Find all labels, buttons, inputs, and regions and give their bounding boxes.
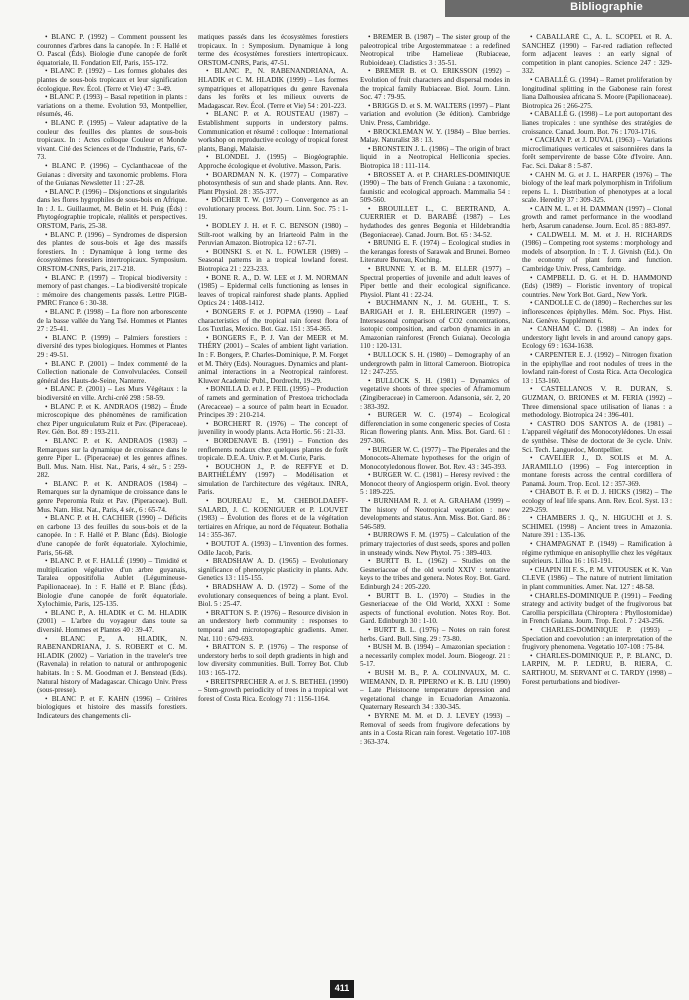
bibliography-entry: • BODLEY J. H. et F. C. BENSON (1980) – Stilt-root walking by an Iriarteoid Palm in the Peruvian Amazon. Biotropica 12 : 67-71.: [198, 222, 348, 248]
bibliography-entry: • BONE R. A., D. W. LEE et J. M. NORMAN (1985) – Epidermal cells functioning as lenses in leaves of tropical rainforest shade plants. Applied Optics 24 : 1408-1412.: [198, 273, 348, 308]
bibliography-entry: • BLANC P. (2001) – Index commenté de la Collection nationale de Convolvulacées. Conseil général des Hauts-de-Seine, Nanterre.: [37, 359, 187, 385]
bibliography-entry: • BYRNE M. M. et D. J. LEVEY (1993) – Removal of seeds from frugivore defecations by ants in a Costa Rican rain forest. Vegetatio 107-108 : 363-374.: [360, 711, 510, 746]
bibliography-entry: • CHAMBERS J. Q., N. HIGUCHI et J. S. SCHIMEL (1998) – Ancient trees in Amazonia. Nature 391 : 135-136.: [522, 514, 672, 540]
bibliography-entry: • BLANC P. (1996) – Cyclanthaceae of the Guianas : diversity and taxonomic problems. Flora of the Guianas Newsletter 11 : 27-28.: [37, 161, 187, 188]
bibliography-entry: • BURTT B. L. (1970) – Studies in the Gesneriaceae of the Old World, XXXI : Some aspects of functional evolution. Notes Roy. Bot. Gard. Edinburgh 30 : 1-10.: [360, 591, 510, 626]
bibliography-entry: • BLANC P. et K. ANDRAOS (1983) – Remarques sur la dynamique de croissance dans le genre Piper L. (Piperaceae) et les genres affines. Bull. Mus. Natn. Hist. Nat., Paris, 4 sér., 5 : 259-282.: [37, 436, 187, 480]
bibliography-entry: • CABALLÉ G. (1998) – Le port autoportant des lianes tropicales : une synthèse des stratégies de croissance. Canad. Journ. Bot. 76 : 1703-1716.: [522, 110, 672, 136]
bibliography-entry: • CHARLES-DOMINIQUE P. (1993) – Speciation and coevolution : an interpretation of the frugivory phenomena. Vegetatio 107-108 : 75-84.: [522, 625, 672, 652]
bibliography-entry: • BLANC P. et K. ANDRAOS (1984) – Remarques sur la dynamique de croissance dans le genre Peperomia Ruiz et Pav. (Piperaceae). Bull. Mus. Natn. Hist. Nat., Paris, 4 sér., 6 : 65-74.: [37, 479, 187, 514]
bibliography-entry: • BURTT B. L. (1962) – Studies on the Gesneriaceae of the old world XXIV : tentative keys to the tribes and genera. Notes Roy. Bot. Gard. Edinburgh 24 : 205-220.: [360, 557, 510, 591]
bibliography-entry: • BURTT B. L. (1976) – Notes on rain forest herbs. Gard. Bull. Sing. 29 : 73-80.: [360, 625, 510, 643]
bibliography-entry: • BREMER B. (1987) – The sister group of the paleotropical tribe Argostemmateae : a redefined Neotropical tribe Hamelieae (Rubiaceae, Rubioideae). Cladistics 3 : 35-51.: [360, 33, 510, 67]
bibliography-entry: • BÖCHER T. W. (1977) – Convergence as an evolutionary process. Bot. Journ. Linn. Soc. 75 : 1-19.: [198, 196, 348, 222]
bibliography-entry: • BROUILLET L., C. BERTRAND, A. CUERRIER et D. BARABÉ (1987) – Les hydathodes des genres Begonia et Hildebrandtia (Begoniaceae). Canad. Journ. Bot. 65 : 34-52.: [360, 204, 510, 239]
bibliography-entry: • BRIGGS D. et S. M. WALTERS (1997) – Plant variation and evolution (3e édition). Cambridge Univ. Press, Cambridge.: [360, 101, 510, 127]
bibliography-entry: • CHABOT B. F. et D. J. HICKS (1982) – The ecology of leaf life spans. Ann. Rev. Ecol. Syst. 13 : 229-259.: [522, 488, 672, 514]
bibliography-entry: • CAMPBELL D. G. et H. D. HAMMOND (Eds) (1989) – Floristic inventory of tropical countries. New York Bot. Gard., New York.: [522, 273, 672, 299]
bibliography-entry: • BUSH M. B. (1994) – Amazonian speciation : a necessarily complex model. Journ. Biogeogr. 21 : 5-17.: [360, 643, 510, 669]
bibliography-entry: • BLANC P., N. RABENANDRIANA, A. HLADIK et C. M. HLADIK (1999) – Les formes sympatriques et allopatriques du genre Ravenala dans les forêts et les milieux ouverts de Madagascar. Rev. Écol. (Terre et Vie) 54 : 201-223.: [198, 67, 348, 110]
bibliography-entry: • BUCHMANN N., J. M. GUEHL, T. S. BARIGAH et J. R. EHLERINGER (1997) – Interseasonal comparison of CO2 concentrations, isotopic composition, and carbon dynamics in an Amazonian rainforest (French Guiana). Oecologia 110 : 120-131.: [360, 299, 510, 351]
bibliography-entry: • BLANC P. (1995) – Valeur adaptative de la couleur des feuilles des plantes de sous-bois tropicaux. In : Actes colloque Couleur et Monde vivant. Cité des Sciences et de l'Industrie, Paris, 67-73.: [37, 118, 187, 162]
bibliography-entry: • BURGER W. C. (1974) – Ecological differenciation in some congeneric species of Costa Rican flowering plants. Ann. Miss. Bot. Gard. 61 : 297-306.: [360, 411, 510, 445]
bibliography-entry: • CHARLES-DOMINIQUE P., P. BLANC, D. LARPIN, M. P. LEDRU, B. RIERA, C. SARTHOU, M. SERVANT et C. TARDY (1998) – Forest perturbations and biodiver-: [522, 651, 672, 686]
bibliography-entry: • BORCHERT R. (1976) – The concept of juvenility in woody plants. Acta Hortic. 56 : 21-33.: [198, 419, 348, 437]
bibliography-entry: • BOARDMAN N. K. (1977) – Comparative photosynthesis of sun and shade plants. Ann. Rev. Plant Physiol. 28 : 355-377.: [198, 170, 348, 196]
bibliography-entry: • BREMER B. et O. ERIKSSON (1992) – Evolution of fruit characters and dispersal modes in the tropical family Rubiaceae. Biol. Journ. Linn. Soc. 47 : 79-95.: [360, 67, 510, 102]
bibliography-entry: • BRATTON S. P. (1976) – Resource division in an understory herb community : responses to temporal and microtopographic gradients. Amer. Nat. 110 : 679-693.: [198, 608, 348, 643]
bibliography-entry: • BOUCHON J., P. de REFFYE et D. BARTHÉLÉMY (1997) – Modélisation et simulation de l'architecture des végétaux. INRA, Paris.: [198, 462, 348, 497]
bibliography-entry: • BRONSTEIN J. L. (1986) – The origin of bract liquid in a Neotropical Helliconia species. Biotropica 18 : 111-114.: [360, 144, 510, 170]
bibliography-entry: • BONILLA D. et J. P. FEIL (1995) – Production of ramets and germination of Prestoea trichoclada (Arecaceae) – a source of palm heart in Ecuador. Principes 39 : 210-214.: [198, 385, 348, 420]
bibliography-entry: • CHAPIN III F. S., P. M. VITOUSEK et K. Van CLEVE (1986) – The nature of nutrient limitation in plant communities. Amer. Nat. 127 : 48-58.: [522, 565, 672, 591]
bibliography-entry: matiques passés dans les écosystèmes forestiers tropicaux. In : Symposium. Dynamique à long terme des écosystèmes forestiers intertropicaux. ORSTOM-CNRS, Paris, 47-51.: [198, 33, 348, 67]
bibliography-entry: • BLANC P. (1999) – Palmiers forestiers : diversité des types biologiques. Hommes et Plantes 29 : 49-51.: [37, 333, 187, 359]
bibliography-column-4: [522, 33, 672, 973]
bibliography-column-1: [37, 33, 187, 973]
bibliography-entry: • BOUTOT A. (1993) – L'invention des formes. Odile Jacob, Paris.: [198, 540, 348, 557]
bibliography-entry: • CAHN M. G. et J. L. HARPER (1976) – The biology of the leaf mark polymorphism in Trifolium repens L. 1. Distribution of phenotypes at a local scale. Heredity 37 : 309-325.: [522, 170, 672, 205]
bibliography-entry: • BLANC P. (1993) – Basal repetition in plants : variations on a theme. Evolution 93, Montpellier, résumés, 46.: [37, 93, 187, 119]
bibliography-entry: • BURGER W. C. (1981) – Heresy revived : the Monocot theory of Angiosperm origin. Evol. theory 5 : 189-225.: [360, 471, 510, 497]
bibliography-entry: • BLONDEL J. (1995) – Biogéographie. Approche écologique et évolutive. Masson, Paris.: [198, 153, 348, 170]
bibliography-entry: • BRUNNE Y. et B. M. ELLER (1977) – Spectral properties of juvenile and adult leaves of Piper bettle and their ecological significance. Physiol. Plant 41 : 22-24.: [360, 265, 510, 299]
bibliography-entry: • BRATTON S. P. (1976) – The response of understory herbs to soil depth gradients in high and low diversity communities. Bull. Torrey Bot. Club 103 : 165-172.: [198, 643, 348, 677]
bibliography-entry: • BURGER W. C. (1977) – The Piperales and the Monocots-Alternate hypotheses for the origin of Monocotyledonous flower. Bot. Rev. 43 : 345-393.: [360, 445, 510, 471]
bibliography-entry: • BONGERS F. et J. POPMA (1990) – Leaf characteristics of the tropical rain forest flora of Los Tuxtlas, Mexico. Bot. Gaz. 151 : 354-365.: [198, 308, 348, 334]
bibliography-entry: • BONGERS F., P. J. Van der MEER et M. THÉRY (2001) – Scales of ambient light variation. In : F. Bongers, P. Charles-Dominique, P. M. Forget et M. Théry (Eds). Nouragues. Dynamics and plant-animal interactions in a Neotropical rainforest. Kluwer Academic Publ., Dordrecht, 19-29.: [198, 333, 348, 385]
bibliography-entry: • CAIN M. L. et H. DAMMAN (1997) – Clonal growth and ramet performance in the woodland herb, Asarum canadense. Journ. Ecol. 85 : 883-897.: [522, 204, 672, 231]
bibliography-entry: • CABALLÉ G. (1994) – Ramet proliferation by longitudinal splitting in the Gabonese rain forest liana Dalhousiea africana S. Moore (Papilionaceae). Biotropica 26 : 266-275.: [522, 75, 672, 110]
bibliography-entry: • CAVELIER J., D. SOLIS et M. A. JARAMILLO (1996) – Fog interception in montane forests across the central cordillera of Panamá. Journ. Trop. Ecol. 12 : 357-369.: [522, 454, 672, 488]
bibliography-entry: • BROCKLEMAN W. Y. (1984) – Blue berries. Malay. Naturalist 38 : 13.: [360, 127, 510, 145]
bibliography-entry: • CHARLES-DOMINIQUE P. (1991) – Feeding strategy and activity budget of the frugivorous bat Carollia perspicillata (Chiroptera : Phyllostomidae) in French Guiana. Journ. Trop. Ecol. 7 : 243-256.: [522, 591, 672, 626]
running-header-title: Bibliographie: [570, 1, 643, 13]
bibliography-entry: • CASTELLANOS V. R. DURAN, S. GUZMAN, O. BRIONES et M. FERIA (1992) – Three dimensional space utilisation of lianas : a methodology. Biotropica 24 : 396-401.: [522, 385, 672, 420]
bibliography-entry: • BLANC P. et K. ANDRAOS (1982) – Étude microscopique des phénomènes de ramification chez Piper unguiculatum Ruiz et Pav. (Piperaceae). Rev. Gén. Bot. 89 : 193-211.: [37, 402, 187, 437]
bibliography-entry: • BLANC P. et F. KAHN (1996) – Critères biologiques et histoire des massifs forestiers. Indicateurs des changements cli-: [37, 694, 187, 720]
bibliography-entry: • BULLOCK S. H. (1980) – Demography of an undergrowth palm in littoral Cameroon. Biotropica 12 : 247-255.: [360, 350, 510, 377]
bibliography-entry: • BURNHAM R. J. et A. GRAHAM (1999) – The history of Neotropical vegetation : new developments and status. Ann. Miss. Bot. Gard. 86 : 546-589.: [360, 497, 510, 531]
bibliography-entry: • BLANC P. (1996) – Disjonctions et singularités dans les flores hygrophiles de sous-bois en Afrique. In : J. L. Guillaumet, M. Belin et H. Puig (Éds) : Phytogéographie tropicale, réalités et perspectives. ORSTOM, Paris, 25-38.: [37, 187, 187, 231]
bibliography-entry: • CACHAN P. et J. DUVAL (1963) – Variations microclimatiques verticales et saisonnières dans la forêt sempervirente de basse Côte d'Ivoire. Ann. Fac. Sci. Dakar 8 : 5-87.: [522, 136, 672, 170]
bibliography-column-2: [198, 33, 348, 973]
bibliography-entry: • CARPENTER E. J. (1992) – Nitrogen fixation in the epiphyllae and root nodules of trees in the lowland rain-forest of Costa Rica. Acta Oecologica 13 : 153-160.: [522, 350, 672, 385]
bibliography-entry: • BUSH M. B., P. A. COLINVAUX, M. C. WIEMANN, D. R. PIPERNO et K. B. LIU (1990) – Late Pleistocene temperature depression and vegetational change in Ecuadorian Amazonia. Quaternary Research 34 : 330-345.: [360, 668, 510, 712]
bibliography-entry: • BLANC P. et H. CACHIER (1990) – Déficits en carbone 13 des feuilles du sous-bois et de la canopée. In : F. Hallé et P. Blanc (Éds). Biologie d'une canopée de forêt équatoriale. Xylochimie, Paris, 56-68.: [37, 514, 187, 557]
bibliography-entry: • BRUNIG E. F. (1974) – Ecological studies in the kerangas forests of Sarawak and Brunei. Borneo Literature Bureau, Kuching.: [360, 239, 510, 265]
bibliography-entry: • BRADSHAW A. D. (1965) – Evolutionary significance of phenotypic plasticity in plants. Adv. Genetics 13 : 115-155.: [198, 557, 348, 583]
bibliography-entry: • BLANC P. et F. HALLÉ (1990) – Timidité et multiplication végétative d'un arbre guyanais, Taralea oppositifolia Aublet (Légumineuse-Papilionaceae). In : F. Hallé et P. Blanc (Éds). Biologie d'une canopée de forêt équatoriale. Xylochimie, Paris, 125-135.: [37, 557, 187, 609]
running-header-bar: [445, 0, 689, 17]
bibliography-entry: • BROSSET A. et P. CHARLES-DOMINIQUE (1990) – The bats of French Guiana : a taxonomic, faunistic and ecological approach. Mammalia 54 : 509-560.: [360, 170, 510, 205]
page-number-box: [330, 980, 354, 998]
bibliography-entry: • BLANC P. (2001) – Les Murs Végétaux : la biodiversité en ville. Archi-créé 298 : 58-59.: [37, 385, 187, 402]
bibliography-entry: • CABALLARÉ C., A. L. SCOPEL et R. A. SANCHEZ (1990) – Far-red radiation reflected form adjacent leaves : an early signal of competition in plant canopies. Science 247 : 329-332.: [522, 33, 672, 76]
bibliography-entry: • BLANC P., A. HLADIK, N. RABENANDRIANA, J. S. ROBERT et C. M. HLADIK (2002) – Variation in the traveler's tree (Ravenala) in relation to natural or anthropogenic habitats. In : S. M. Goodman et J. Benstead (Eds). Natural history of Madagascar. Chicago Univ. Press (sous-presse).: [37, 634, 187, 695]
bibliography-entry: • BURROWS F. M. (1975) – Calculation of the primary trajectories of dust seeds, spores and pollen in unsteady winds. New Phytol. 75 : 389-403.: [360, 531, 510, 557]
bibliography-entry: • BLANC P. et A. ROUSTEAU (1987) – Establishment supports in understory palms. Communication et résumé : colloque : International workshop on reproductive ecology of tropical forest plants, Bangi, Malaisie.: [198, 110, 348, 153]
bibliography-entry: • BULLOCK S. H. (1981) – Dynamics of vegetative shoots of three species of Aframomum (Zingiberaceae) in Cameroon. Adansonia, sér. 2, 20 : 383-392.: [360, 376, 510, 411]
bibliography-entry: • BLANC P. (1992) – Les formes globales des plantes de sous-bois tropicaux et leur signification écologique. Rev. Écol. (Terre et Vie) 47 : 3-49.: [37, 67, 187, 93]
bibliography-column-3: [360, 33, 510, 973]
bibliography-entry: • BLANC P. (1997) – Tropical biodiversity : memory of past changes. – La biodiversité tropicale : mémoire des changements passés. Lettre PIGB-PMRC France 6 : 30-38.: [37, 273, 187, 308]
bibliography-entry: • BLANC P. (1996) – Syndromes de dispersion des plantes de sous-bois et âge des massifs forestiers. In : Dynamique à long terme des écosystèmes forestiers intertropicaux. Symposium. ORSTOM-CNRS, Paris, 217-218.: [37, 230, 187, 274]
bibliography-entry: • CHAMPAGNAT P. (1949) – Ramification à régime rythmique en anisophyllie chez les végétaux supérieurs. Lilloa 16 : 161-191.: [522, 540, 672, 566]
bibliography-entry: • CANDOLLE C. de (1890) – Recherches sur les inflorescences épiphylles. Mém. Soc. Phys. Hist. Nat. Genève. Supplément 6.: [522, 299, 672, 325]
bibliography-entry: • BORDENAVE B. (1991) – Fonction des renflements nodaux chez quelques plantes de forêt tropicale. D.E.A. Univ. P. et M. Curie, Paris.: [198, 436, 348, 463]
bibliography-entry: • CALDWELL M. M. et J. H. RICHARDS (1986) – Competing root systems : morphology and models of absorption. In : T. J. Givnish (Ed.). On the economy of plant form and function. Cambridge Univ. Press, Cambridge.: [522, 230, 672, 274]
page-number: 411: [334, 983, 350, 993]
bibliography-entry: • BOUREAU E., M. CHEBOLDAEFF-SALARD, J. C. KOENIGUER et P. LOUVET (1983) – Évolution des flores et de la végétation tertiaires en Afrique, au nord de l'équateur. Bothalia 14 : 355-367.: [198, 497, 348, 540]
bibliography-entry: • BLANC P. (1998) – La flore non arborescente de la basse vallée du Yang Tsé. Hommes et Plantes 27 : 25-41.: [37, 308, 187, 334]
bibliography-entry: • BLANC P., A. HLADIK et C. M. HLADIK (2001) – L'arbre du voyageur dans toute sa diversité. Hommes et Plantes 40 : 39-47.: [37, 608, 187, 634]
bibliography-entry: • BRADSHAW A. D. (1972) – Some of the evolutionary consequences of being a plant. Evol. Biol. 5 : 25-47.: [198, 583, 348, 609]
bibliography-entry: • CANHAM C. D. (1988) – An index for understory light levels in and around canopy gaps. Ecology 69 : 1634-1638.: [522, 325, 672, 351]
bibliography-entry: • BREITSPRECHER A. et J. S. BETHEL (1990) – Stem-growth periodicity of trees in a tropical wet forest of Costa Rica. Ecology 71 : 1156-1164.: [198, 677, 348, 703]
bibliography-entry: • BLANC P. (1992) – Comment poussent les couronnes d'arbres dans la canopée. In : F. Hallé et O. Pascal (Éds). Biologie d'une canopée de forêt équatoriale, II. Fondation Elf, Paris, 155-172.: [37, 33, 187, 67]
bibliography-entry: • CASTRO DOS SANTOS A. de (1981) – L'appareil végétatif des Monocotylédones. Un essai de synthèse. Thèse de doctorat de 3e cycle. Univ. Sci. Tech. Languedoc, Montpellier.: [522, 419, 672, 454]
bibliography-entry: • BOINSKI S. et N. L. FOWLER (1989) – Seasonal patterns in a tropical lowland forest. Biotropica 21 : 223-233.: [198, 247, 348, 274]
